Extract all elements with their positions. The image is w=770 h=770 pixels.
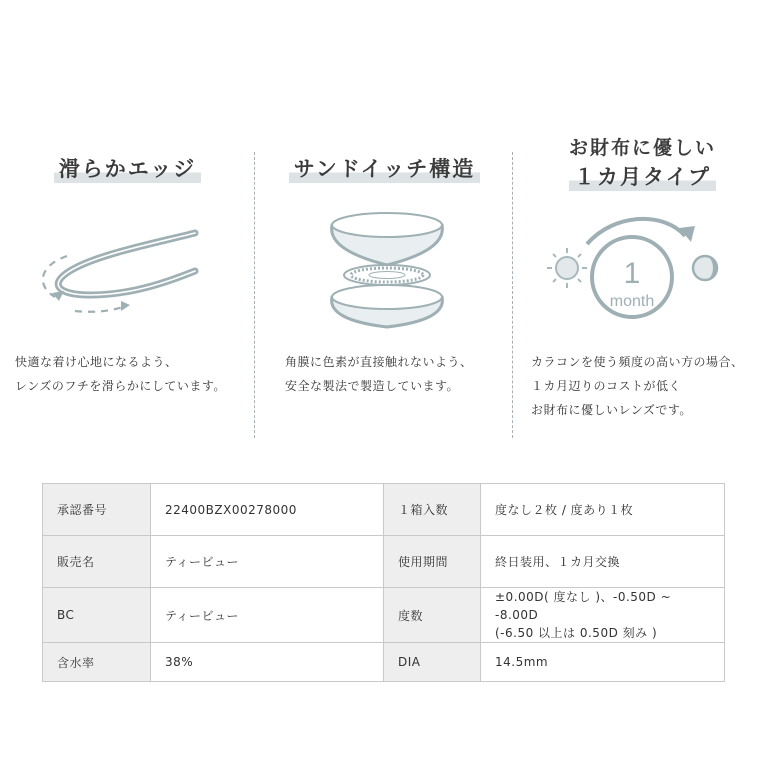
sandwich-lens-illustration: [257, 205, 512, 340]
spec-value: 22400BZX00278000: [151, 484, 384, 536]
feature-title: [515, 135, 770, 190]
arrow-head-icon: [121, 301, 130, 311]
table-row: [43, 536, 725, 588]
feature-sandwich-structure: [257, 140, 512, 393]
feature-smooth-edge: [5, 140, 250, 393]
feature-title-text: お財布に優しい: [568, 137, 716, 159]
one-month-illustration: [515, 210, 770, 345]
smooth-edge-illustration: [5, 205, 250, 340]
dashed-divider: [254, 152, 255, 438]
spec-label: BC: [43, 588, 151, 643]
table-row: [43, 484, 725, 536]
spec-label: 度数: [384, 588, 481, 643]
spec-value: ティービュー: [151, 588, 384, 643]
table-row: [43, 643, 725, 682]
spec-table: [42, 483, 725, 682]
spec-value: 14.5mm: [481, 643, 725, 682]
feature-title-text: １カ月タイプ: [569, 163, 716, 191]
dashed-arrow-bottom: [75, 307, 123, 312]
moon-icon: [693, 256, 717, 280]
feature-title-text: サンドイッチ構造: [289, 155, 480, 183]
spec-value: 38%: [151, 643, 384, 682]
feature-description: 角膜に色素が直接触れないよう、 安全な製法で製造しています。: [285, 355, 473, 393]
sun-icon: [547, 248, 587, 288]
dashed-divider: [512, 152, 513, 438]
feature-title: [257, 140, 512, 195]
feature-description: カラコンを使う頻度の高い方の場合、 １カ月辺りのコストが低く お財布に優しいレンズです。: [531, 355, 744, 417]
spec-label: 承認番号: [43, 484, 151, 536]
month-number: 1: [623, 257, 641, 290]
spec-value: 度なし２枚 / 度あり１枚: [481, 484, 725, 536]
spec-label: １箱入数: [384, 484, 481, 536]
feature-title: [5, 140, 250, 195]
month-unit: month: [609, 293, 655, 310]
spec-value: ティービュー: [151, 536, 384, 588]
feature-description: 快適な着け心地になるよう、 レンズのフチを滑らかにしています。: [15, 355, 226, 393]
spec-value: ±0.00D( 度なし )、-0.50D ~ -8.00D (-6.50 以上は 0.50D 刻み ): [481, 588, 725, 643]
spec-value: 終日装用、１カ月交換: [481, 536, 725, 588]
spec-label: DIA: [384, 643, 481, 682]
spec-label: 使用期間: [384, 536, 481, 588]
spec-label: 含水率: [43, 643, 151, 682]
table-row: [43, 588, 725, 643]
feature-title-text: 滑らかエッジ: [54, 155, 202, 183]
feature-one-month: [515, 137, 770, 417]
spec-label: 販売名: [43, 536, 151, 588]
